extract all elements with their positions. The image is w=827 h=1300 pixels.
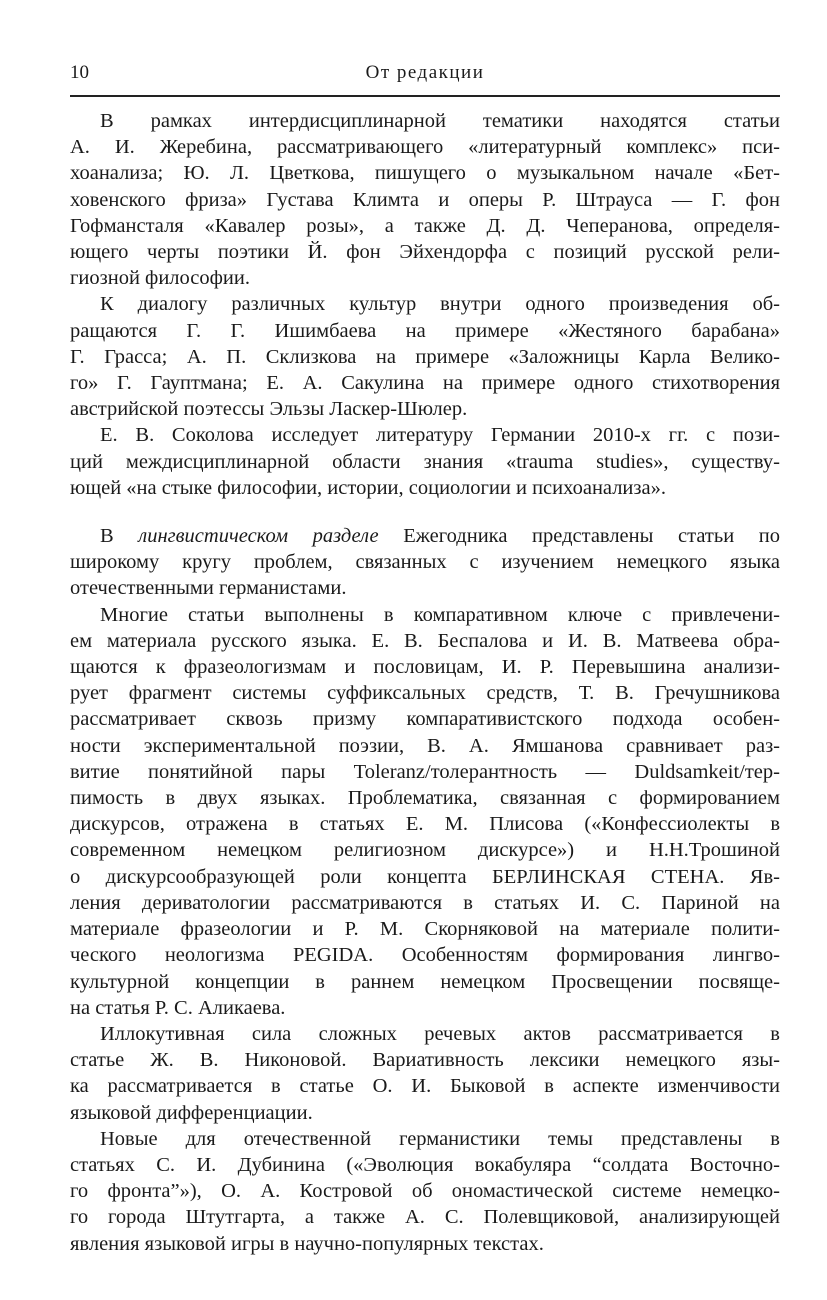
- text-line: ющего черты поэтики Й. фон Эйхендорфа с позиций русской рели-: [70, 241, 780, 264]
- text-line: го» Г. Гауптмана; Е. А. Сакулина на примере одного стихотворения: [70, 372, 780, 395]
- text-line: ращаются Г. Г. Ишимбаева на примере «Жестяного барабана»: [70, 319, 780, 342]
- text-line: языковой дифференциации.: [70, 1101, 313, 1124]
- paragraph: [70, 602, 780, 1021]
- text-line: ности экспериментальной поэзии, В. А. Ямшанова сравнивает раз-: [70, 734, 780, 757]
- text-run: В: [100, 525, 139, 548]
- text-line: ховенского фриза» Густава Климта и оперы Р. Штрауса — Г. фон: [70, 188, 780, 211]
- text-line: Е. В. Соколова исследует литературу Германии 2010-х гг. с пози-: [100, 424, 780, 447]
- text-line: [70, 523, 780, 549]
- text-line: В рамках интердисциплинарной тематики находятся статьи: [100, 110, 780, 132]
- paragraph: [70, 291, 780, 422]
- italic-term: лингвистическом разделе: [138, 525, 379, 548]
- text-line: рует фрагмент системы суффиксальных средств, Т. В. Гречушникова: [70, 682, 780, 705]
- paragraph: [70, 422, 780, 501]
- text-line: щаются к фразеологизмам и пословицам, И. Р. Перевышина анализи-: [70, 656, 780, 679]
- text-line: Иллокутивная сила сложных речевых актов рассматривается в: [100, 1022, 780, 1045]
- text-line: Г. Грасса; А. П. Склизкова на примере «Заложницы Карла Велико-: [70, 345, 780, 368]
- text-line: пимость в двух языках. Проблематика, связанная с формированием: [70, 787, 780, 810]
- text-line: широкому кругу проблем, связанных с изучением немецкого языка: [70, 551, 780, 574]
- text-line: дискурсов, отражена в статьях Е. М. Плисова («Конфессиолекты в: [70, 813, 780, 836]
- text-line: Многие статьи выполнены в компаративном ключе с привлечени-: [100, 603, 780, 626]
- section-gap: [70, 501, 780, 523]
- paragraph: [70, 108, 780, 291]
- header-rule: [70, 95, 780, 97]
- text-line: го фронта”»), О. А. Костровой об ономастической системе немецко-: [70, 1180, 780, 1203]
- text-line: современном немецком религиозном дискурсе») и Н.Н.Трошиной: [70, 839, 780, 862]
- text-line: хоанализа; Ю. Л. Цветкова, пишущего о музыкальном начале «Бет-: [70, 162, 780, 185]
- text-line: статьях С. И. Дубинина («Эволюция вокабуляра “солдата Восточно-: [70, 1153, 780, 1176]
- text-line: о дискурсообразующей роли концепта БЕРЛИНСКАЯ СТЕНА. Яв-: [70, 865, 780, 888]
- text-line: ций междисциплинарной области знания «trauma studies», существу-: [70, 450, 780, 473]
- paragraph: [70, 523, 780, 602]
- page-number: 10: [70, 62, 89, 83]
- running-header: [70, 62, 780, 88]
- text-line: рассматривает сквозь призму компаративистского подхода особен-: [70, 708, 780, 731]
- text-line: гиозной философии.: [70, 267, 250, 290]
- text-line: австрийской поэтессы Эльзы Ласкер-Шюлер.: [70, 398, 468, 421]
- text-line: отечественными германистами.: [70, 577, 347, 600]
- paragraph: [70, 1021, 780, 1126]
- text-line: культурной концепции в раннем немецком Просвещении посвяще-: [70, 970, 780, 993]
- text-line: ческого неологизма PEGIDA. Особенностям формирования лингво-: [70, 944, 780, 967]
- paragraph: [70, 1126, 780, 1257]
- text-line: ления дериватологии рассматриваются в статьях И. С. Париной на: [70, 891, 780, 914]
- text-line: ем материала русского языка. Е. В. Беспалова и И. В. Матвеева обра-: [70, 629, 780, 652]
- text-line: А. И. Жеребина, рассматривающего «литературный комплекс» пси-: [70, 136, 780, 159]
- text-line: явления языковой игры в научно-популярных текстах.: [70, 1232, 544, 1255]
- text-line: го города Штутгарта, а также А. С. Полевщиковой, анализирующей: [70, 1206, 780, 1229]
- text-line: ющей «на стыке философии, истории, социологии и психоанализа».: [70, 476, 666, 499]
- text-line: статье Ж. В. Никоновой. Вариативность лексики немецкого язы-: [70, 1049, 780, 1072]
- text-line: К диалогу различных культур внутри одного произведения об-: [100, 293, 780, 316]
- text-line: Новые для отечественной германистики темы представлены в: [100, 1127, 780, 1150]
- text-line: материале фразеологии и Р. М. Скорняковой на материале полити-: [70, 918, 780, 941]
- text-line: витие понятийной пары Toleranz/толерантность — Duldsamkeit/тер-: [70, 760, 780, 783]
- text-run: Ежегодника представлены статьи по: [378, 525, 780, 548]
- text-line: на статья Р. С. Аликаева.: [70, 996, 286, 1019]
- running-title: От редакции: [365, 62, 485, 83]
- text-line: ка рассматривается в статье О. И. Быковой в аспекте изменчивости: [70, 1075, 780, 1098]
- text-line: Гофмансталя «Кавалер розы», а также Д. Д. Чеперанова, определя-: [70, 214, 780, 237]
- body-text: [70, 108, 780, 1257]
